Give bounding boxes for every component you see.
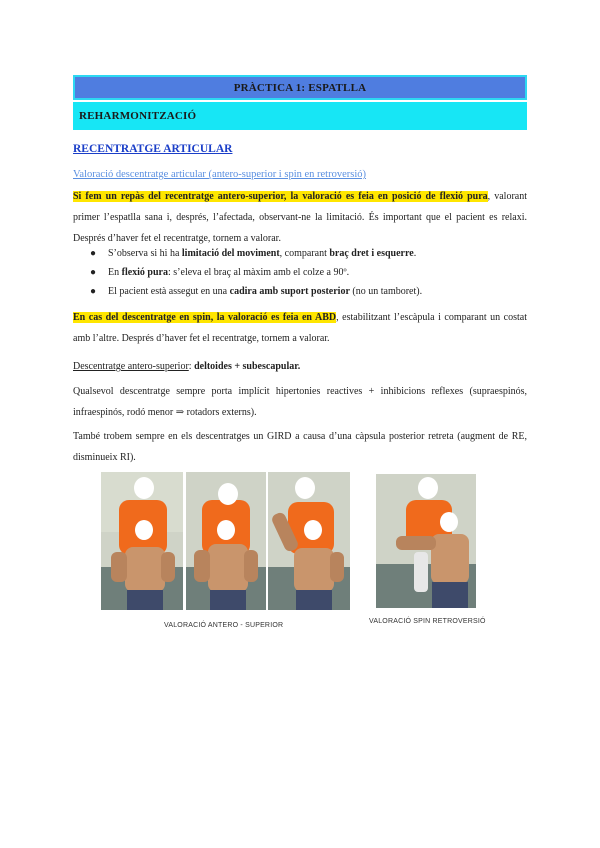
highlight-flexio: Si fem un repàs del recentratge antero-superior, la valoració es feia en posició de flexió pura bbox=[73, 191, 488, 202]
list-item: ● El pacient està assegut en una cadira amb suport posterior (no un tamboret). bbox=[90, 286, 423, 297]
list-item: ● En flexió pura: s’eleva el braç al màxim amb el colze a 90º. bbox=[90, 267, 350, 278]
photo-spin-retroversio bbox=[376, 474, 476, 608]
subheading-valoracio: Valoració descentratge articular (antero-superior i spin en retroversió) bbox=[73, 169, 366, 180]
banner-title: PRÀCTICA 1: ESPATLLA bbox=[73, 75, 527, 100]
highlight-spin: En cas del descentratge en spin, la valoració es feia en ABD bbox=[73, 312, 337, 323]
caption-antero-superior: VALORACIÓ ANTERO - SUPERIOR bbox=[164, 622, 284, 629]
bullet-list bbox=[73, 244, 527, 301]
paragraph-spin-rest: , estabilitzant l’escàpula i comparant un costat amb l’altre. Després d’haver fet el recentratge, tornem a valorar. bbox=[73, 312, 528, 344]
paragraph-flexio-rest: , valorant primer l’espatlla sana i, després, l’afectada, observant-ne la limitació. És important que el pacient es relaxi. Després d’haver fet el recentratge, tornem a valorar. bbox=[73, 191, 527, 244]
paragraph-descentratge: Descentratge antero-superior: deltoides + subescapular. bbox=[73, 361, 301, 372]
paragraph-spin bbox=[73, 307, 527, 349]
heading-recentratge: RECENTRATGE ARTICULAR bbox=[73, 143, 233, 155]
caption-spin-retroversio: VALORACIÓ SPIN RETROVERSIÓ bbox=[369, 618, 486, 625]
photo-antero-superior-2 bbox=[186, 472, 266, 610]
section-title: REHARMONITZACIÓ bbox=[73, 102, 527, 130]
photo-antero-superior-3 bbox=[268, 472, 350, 610]
paragraph-gird: També trobem sempre en els descentratges un GIRD a causa d’una càpsula posterior retreta (augment de RE, disminueix RI). bbox=[73, 431, 527, 463]
photo-antero-superior-1 bbox=[101, 472, 183, 610]
paragraph-flexio bbox=[73, 186, 527, 249]
list-item: ● S’observa si hi ha limitació del moviment, comparant braç dret i esquerre. bbox=[90, 248, 417, 259]
paragraph-hipertonies: Qualsevol descentratge sempre porta implícit hipertonies reactives + inhibicions reflexes (supraespinós, infraespinós, rodó menor ⇒ rotadors externs). bbox=[73, 386, 527, 418]
